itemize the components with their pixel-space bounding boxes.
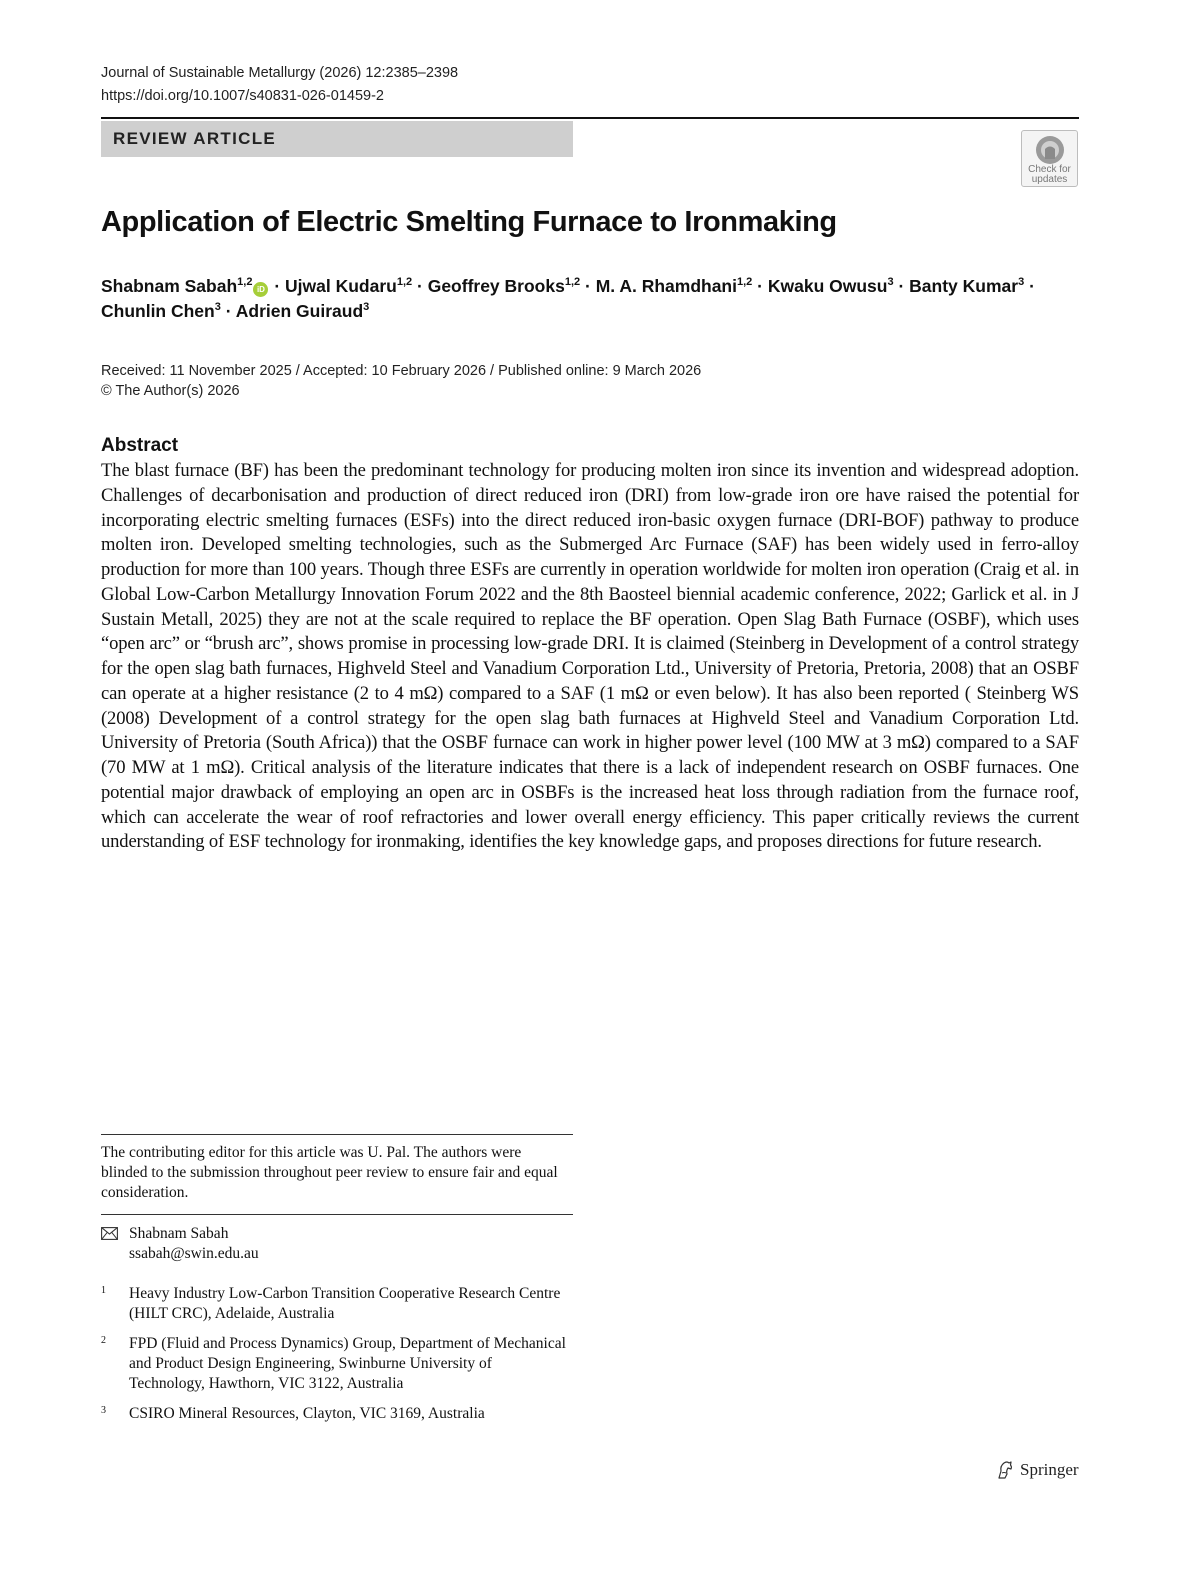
article-title: Application of Electric Smelting Furnace to Ironmaking <box>101 206 837 238</box>
publisher-name: Springer <box>1020 1460 1079 1479</box>
author-name[interactable]: Geoffrey Brooks <box>427 276 565 296</box>
author-name[interactable]: M. A. Rhamdhani <box>595 276 737 296</box>
author-name[interactable]: Chunlin Chen <box>101 301 215 321</box>
orcid-icon[interactable]: iD <box>253 282 268 297</box>
check-updates-icon <box>1035 135 1065 165</box>
springer-horse-icon <box>995 1460 1015 1480</box>
check-for-updates-button[interactable] <box>1021 130 1078 187</box>
doi-link[interactable]: https://doi.org/10.1007/s40831-026-01459-2 <box>101 88 384 104</box>
author-affiliation-marker: 1,2 <box>564 276 581 288</box>
editor-note: The contributing editor for this article was U. Pal. The authors were blinded to the submission throughout peer review to ensure fair and equal consideration. <box>101 1144 558 1201</box>
footnote-rule <box>101 1214 573 1215</box>
abstract-heading: Abstract <box>101 435 179 456</box>
author-name[interactable]: Banty Kumar <box>909 276 1019 296</box>
affiliation-number: 1 <box>101 1285 106 1296</box>
header-rule <box>101 117 1079 119</box>
affiliation-number: 3 <box>101 1405 106 1416</box>
abstract-text: The blast furnace (BF) has been the predominant technology for producing molten iron since its invention and widespread adoption. Challenges of decarbonisation and production of direct reduced iron (DRI) from low-grade iron ore have raised the potential for incorporating electric smelting furnaces (ESFs) into the direct reduced iron-basic oxygen furnace (DRI-BOF) pathway to produce molten iron. Developed smelting technologies, such as the Submerged Arc Furnace (SAF) has been widely used in ferro-alloy production for more than 100 years. Though three ESFs are currently in operation worldwide for molten iron operation (Craig et al. in Global Low-Carbon Metallurgy Innovation Forum 2022 and the 8th Baosteel biennial academic conference, 2022; Garlick et al. in J Sustain Metall, 2025) they are not at the scale required to replace the BF operation. Open Slag Bath Furnace (OSBF), which uses “open arc” or “brush arc”, shows promise in processing low-grade DRI. It is claimed (Steinberg in Development of a control strategy for the open slag bath furnaces, Highveld Steel and Vanadium Corporation Ltd., University of Pretoria, Pretoria, 2008) that an OSBF can operate at a higher resistance (2 to 4 mΩ) compared to a SAF (1 mΩ or even below). It has also been reported ( Steinberg WS (2008) Development of a control strategy for the open slag bath furnaces at Highveld Steel and Vanadium Corporation Ltd. University of Pretoria (South Africa)) that the OSBF furnace can work in higher power level (100 MW at 3 mΩ) compared to a SAF (70 MW at 1 mΩ). Critical analysis of the literature indicates that there is a lack of independent research on OSBF furnaces. One potential major drawback of employing an open arc in OSBFs is the increased heat loss through radiation from the furnace roof, which can accelerate the wear of roof refractories and lower overall energy efficiency. This paper critically reviews the current understanding of ESF technology for ironmaking, identifies the key knowledge gaps, and proposes directions for future research. <box>101 460 1079 853</box>
copyright-line: © The Author(s) 2026 <box>101 383 240 399</box>
affiliation-number: 2 <box>101 1335 106 1346</box>
author-name[interactable]: Kwaku Owusu <box>767 276 888 296</box>
article-type-label: REVIEW ARTICLE <box>113 129 277 148</box>
footnote-rule <box>101 1134 573 1135</box>
corresponding-name: Shabnam Sabah <box>129 1225 229 1242</box>
affiliation-text: CSIRO Mineral Resources, Clayton, VIC 3169, Australia <box>129 1405 485 1422</box>
author-list: Shabnam Sabah$^{1,2}$iD · Ujwal Kudaru$^{1,2}$ · Geoffrey Brooks$^{1,2}$ · M. A. Rhamdhani$^{1,2}$ · Kwaku Owusu$^3$ · Banty Kumar$^3$ · Chunlin Chen$^3$ · Adrien Guiraud$^3$ <box>101 276 1035 321</box>
journal-reference: Journal of Sustainable Metallurgy (2026) 12:2385–2398 <box>101 65 459 81</box>
author-affiliation-marker: 1,2 <box>237 276 253 288</box>
author-affiliation-marker: 3 <box>887 276 894 288</box>
author-name[interactable]: Adrien Guiraud <box>235 301 364 321</box>
author-affiliation-marker: 3 <box>214 301 221 313</box>
author-name[interactable]: Ujwal Kudaru <box>285 276 397 296</box>
article-type-banner <box>101 121 573 157</box>
check-updates-label: Check for updates <box>1028 164 1071 185</box>
affiliation-text: Heavy Industry Low-Carbon Transition Cooperative Research Centre (HILT CRC), Adelaide, Australia <box>129 1285 561 1322</box>
author-affiliation-marker: 3 <box>363 301 370 313</box>
envelope-icon <box>101 1227 118 1240</box>
author-affiliation-marker: 3 <box>1018 276 1025 288</box>
author-affiliation-marker: 1,2 <box>737 276 753 288</box>
author-name[interactable]: Shabnam Sabah <box>101 276 238 296</box>
affiliation-text: FPD (Fluid and Process Dynamics) Group, Department of Mechanical and Product Design Engineering, Swinburne University of Technology, Hawthorn, VIC 3122, Australia <box>129 1335 566 1392</box>
publication-dates <box>101 361 701 401</box>
corresponding-email-link[interactable]: ssabah@swin.edu.au <box>129 1245 259 1262</box>
author-affiliation-marker: 1,2 <box>396 276 413 288</box>
history-line: Received: 11 November 2025 / Accepted: 10 February 2026 / Published online: 9 March 2026 <box>101 363 702 379</box>
